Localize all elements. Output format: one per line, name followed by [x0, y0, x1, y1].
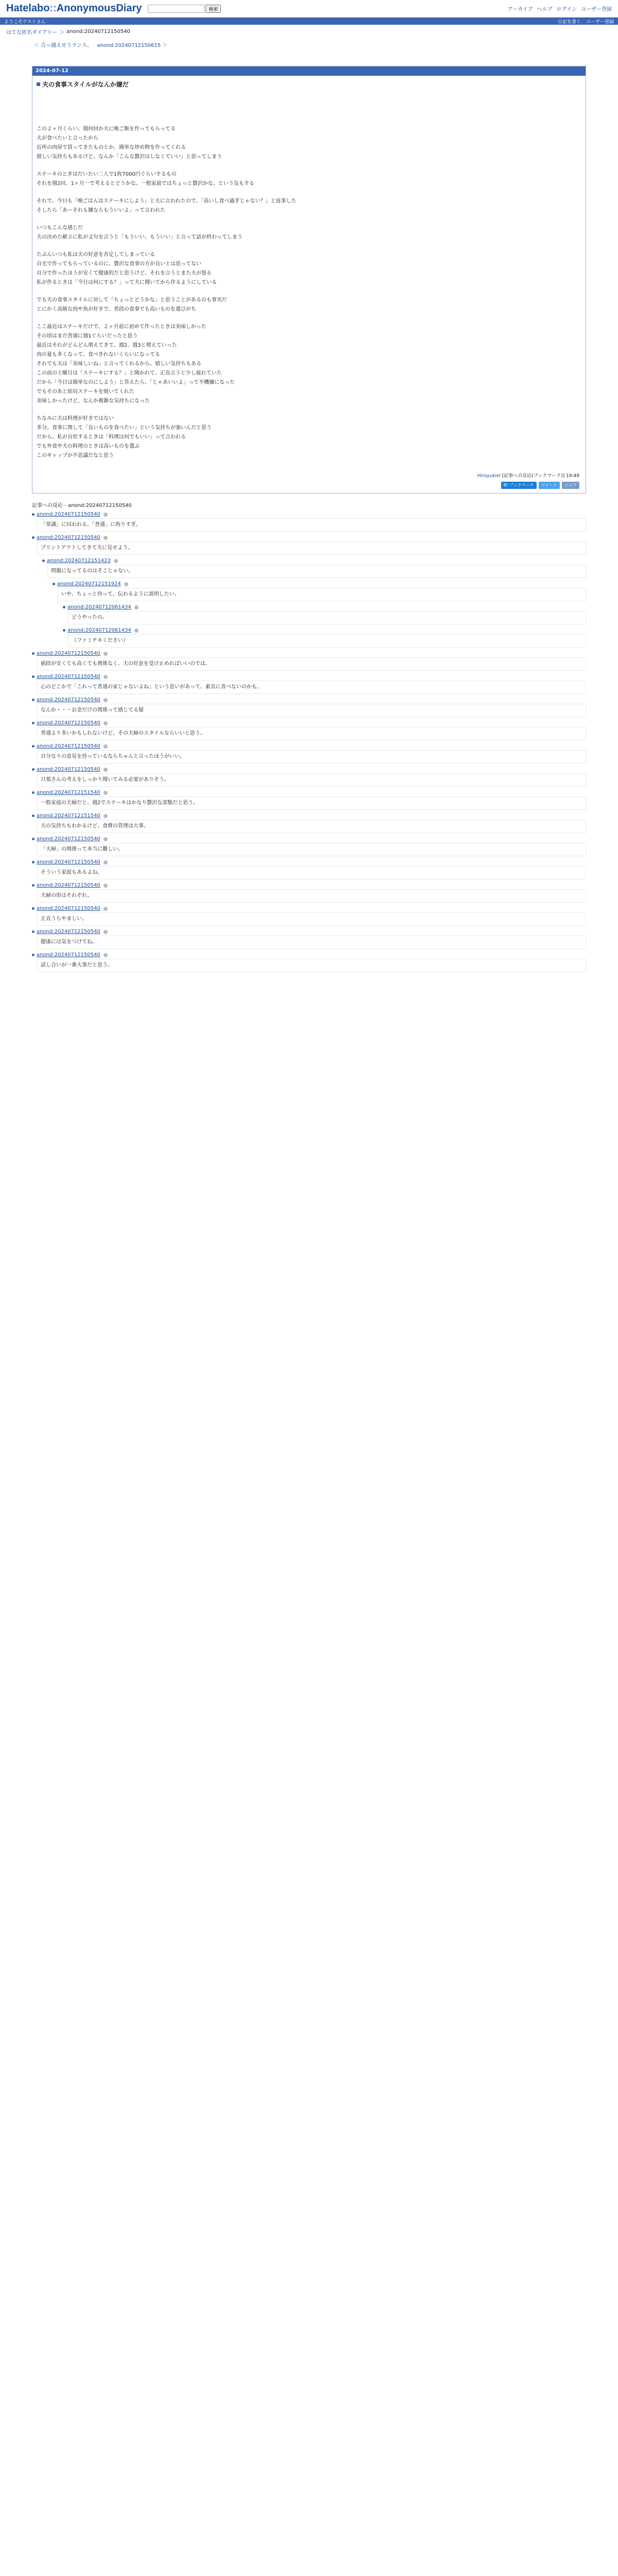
reaction-link[interactable]: anond:20240712150540 [37, 651, 100, 656]
entry-line: とにかく高級な肉や魚が好きで、普段の食事でも高いものを選びがち [37, 307, 196, 312]
reaction-item [32, 651, 586, 671]
reaction-header [32, 859, 586, 865]
entry-line: この２ヶ月くらい、週何回か夫に晩ご飯を作ってもらってる [37, 126, 176, 132]
reaction-text: 夫婦の形はそれぞれ。 [37, 889, 586, 903]
bullet-icon [32, 815, 35, 817]
reaction-header [32, 743, 586, 749]
reaction-link[interactable]: anond:20240712150540 [37, 697, 100, 703]
entry-paragraph [37, 250, 581, 287]
login-link[interactable]: ログイン [556, 7, 577, 12]
reaction-header [32, 952, 586, 958]
bullet-icon [32, 722, 35, 724]
breadcrumb-separator: ＞ [59, 30, 65, 36]
reaction-link[interactable]: anond:20240712151423 [47, 558, 111, 564]
entry-paragraph [37, 224, 581, 242]
reaction-item [63, 604, 586, 624]
reaction-header [32, 674, 586, 680]
reaction-link[interactable]: anond:20240712150540 [37, 859, 100, 865]
reactions-heading: 記事への反応 - anond:20240712150540 [32, 503, 132, 509]
entry-line: 多分、食事に関して「良いものを食べたい」という気持ちが強いんだと思う [37, 425, 212, 431]
reaction-text: 話し合いが一番大事だと思う。 [37, 959, 586, 972]
reaction-link[interactable]: anond:20240712150540 [37, 952, 100, 958]
reaction-link[interactable]: anond:20240712150540 [37, 743, 100, 749]
reaction-link[interactable]: anond:20240712150540 [37, 674, 100, 680]
bullet-icon [32, 675, 35, 678]
reply-arrow-icon[interactable] [104, 930, 108, 934]
entry-line: だから、私が自炊するときは「料理は何でもいい」って言われる [37, 434, 186, 440]
help-link[interactable]: ヘルプ [537, 7, 553, 12]
entry-date: 2024-07-12 [32, 66, 586, 76]
reaction-link[interactable]: anond:20240712061434 [67, 628, 131, 633]
entry-paragraph [37, 323, 581, 406]
reaction-link[interactable]: anond:20240712151540 [37, 813, 100, 819]
bookmark-share-button[interactable]: B! ブックマーク [501, 482, 537, 489]
breadcrumb-home[interactable]: はてな匿名ダイアリー [6, 30, 58, 36]
reaction-item [63, 628, 586, 648]
reaction-header [32, 836, 586, 842]
prev-next-nav [0, 39, 618, 50]
reaction-text: 一般家庭の夫婦だと、週2でステーキはかなり贅沢な部類だと思う。 [37, 796, 586, 810]
welcome-text: ようこそゲストさん [4, 19, 46, 25]
reaction-header [32, 535, 586, 540]
entry-line: 私が作るときは「今日は何にする？」って夫に聞いてから作るようにしている [37, 280, 217, 285]
reply-arrow-icon[interactable] [104, 675, 108, 679]
reaction-header [53, 581, 586, 587]
entry-line: それを週2回、1ヶ月一で考えるとどうかな、一般家庭ではちょっと贅沢かな、という気もする [37, 181, 254, 187]
reaction-text: 健康には気をつけてね。 [37, 936, 586, 949]
reaction-link[interactable]: anond:20240712061434 [67, 604, 131, 610]
reaction-header [32, 767, 586, 772]
reaction-header [32, 929, 586, 935]
reaction-header [32, 720, 586, 726]
top-links [508, 5, 612, 12]
reaction-text: そういう家庭もあるよね。 [37, 866, 586, 879]
reaction-link[interactable]: anond:20240712150540 [37, 535, 100, 540]
reaction-header [32, 883, 586, 888]
entry-line: 近所の肉屋で買ってきたものとか、簡単な炒め物を作ってくれる [37, 145, 186, 150]
bullet-icon [32, 536, 35, 539]
user-bar [0, 18, 618, 25]
entry-title[interactable] [37, 80, 581, 89]
reaction-link[interactable]: anond:20240712151540 [37, 790, 100, 795]
reaction-link[interactable]: anond:20240712150540 [37, 512, 100, 517]
register-link[interactable]: ユーザー登録 [581, 7, 612, 12]
entry-line: その頃はまだ普通に週1ぐらいだったと思う [37, 333, 138, 339]
reaction-header [32, 813, 586, 819]
reaction-text: 夫の気持ちもわかるけど、食費の管理は大事。 [37, 820, 586, 833]
reaction-link[interactable]: anond:20240712150540 [37, 720, 100, 726]
bullet-icon [63, 629, 65, 632]
search-box [148, 5, 221, 13]
entry-line: 肉の量も多くなって、食べきれないくらいになってる [37, 352, 160, 358]
reaction-link[interactable]: anond:20240712150540 [37, 883, 100, 888]
reaction-text: なんか・・・お金だけの関係って感じてる疑 [37, 704, 586, 717]
bullet-icon [63, 606, 65, 608]
reply-arrow-icon[interactable] [104, 814, 108, 818]
entry-line: このギャップが不思議だなと思う [37, 453, 114, 459]
reaction-item [32, 790, 586, 810]
reply-arrow-icon[interactable] [104, 744, 108, 749]
reply-arrow-icon[interactable] [104, 721, 108, 725]
reaction-item [32, 720, 586, 740]
entry-paragraph [37, 197, 581, 215]
bullet-icon [32, 930, 35, 933]
reply-arrow-icon[interactable] [104, 953, 108, 957]
reaction-text: 正直うらやましい。 [37, 912, 586, 926]
entry-paragraph [37, 296, 581, 314]
site-logo[interactable] [6, 3, 142, 14]
reaction-text: プリントアウトしてきて夫に見せよう。 [37, 541, 586, 555]
reaction-header [32, 651, 586, 656]
entry-line: だから「今日は簡単なのにしよう」と答えたら、「じゃあいいよ」って不機嫌になった [37, 380, 235, 385]
bullet-icon [32, 884, 35, 887]
share-bar [37, 480, 581, 491]
reaction-text: いや、ちょっと待って。伝わるように説明したい。 [58, 588, 586, 601]
reaction-item [32, 767, 586, 787]
reaction-header [32, 790, 586, 795]
entry-line: いつもこんな感じだ [37, 225, 83, 231]
reaction-text: 「常識」に囚われる。「普通」に拘りすぎ。 [37, 518, 586, 532]
bullet-icon [32, 861, 35, 863]
entry-paragraph [37, 414, 581, 461]
reaction-link[interactable]: anond:20240712150540 [37, 929, 100, 935]
entry-line: この前の土曜日は「ステーキにする？」と聞かれて、正直言うと少し疲れていた [37, 370, 222, 376]
reaction-text: 問題になってるのはそこじゃない。 [47, 565, 586, 578]
reply-arrow-icon[interactable] [134, 605, 139, 609]
entry-line: 夫の決めた献立に私が文句を言うと「もういい、もういい」と言って話が終わってしまう [37, 234, 243, 240]
reaction-item [32, 836, 586, 856]
reply-arrow-icon[interactable] [104, 652, 108, 656]
search-input[interactable] [148, 5, 204, 13]
logo-separator: :: [49, 3, 57, 14]
reaction-text: 自分なりの意見を持っているならちゃんと言ったほうがいい。 [37, 750, 586, 764]
entry-body [37, 125, 581, 461]
breadcrumb-current: anond:20240712150540 [66, 29, 130, 35]
next-entry-link[interactable]: anond:20240712150615 ＞ [97, 43, 168, 48]
entry-line: ここ最近はステーキだけで、２ヶ月前に初めて作ったときは美味しかった [37, 324, 207, 330]
entry-title-text: 夫の食事スタイルがなんか嫌だ [42, 81, 129, 88]
reply-arrow-icon[interactable] [134, 629, 139, 633]
entry-line: それでも夫は「美味しいね」と言ってくれるから、嬉しい気持ちもある [37, 361, 201, 367]
reaction-item [32, 512, 586, 532]
tweet-share-button[interactable]: ツイート [539, 482, 560, 489]
reactions-list [0, 512, 618, 972]
reply-arrow-icon[interactable] [104, 837, 108, 841]
reply-arrow-icon[interactable] [104, 860, 108, 865]
reaction-header [63, 604, 586, 610]
reaction-header [32, 906, 586, 911]
reaction-link[interactable]: anond:20240712150540 [37, 906, 100, 911]
bullet-icon [32, 954, 35, 956]
bullet-icon [32, 907, 35, 910]
generic-share-button[interactable]: シェア [562, 482, 579, 489]
reaction-item [32, 743, 586, 764]
reaction-item [32, 813, 586, 833]
reaction-text: どうやったの。 [68, 611, 586, 624]
signature-text: [記事への反応(ブックマーク)] 19:49 [502, 473, 579, 479]
reaction-item [32, 859, 586, 879]
reaction-item [53, 581, 586, 601]
reaction-item [32, 697, 586, 717]
diary-entry [32, 66, 586, 494]
prev-entry-link[interactable]: ＜ 合っ越えせうランス。 [34, 43, 93, 48]
bullet-icon [32, 791, 35, 794]
entry-line: 自宅で作ってもらっているのに、贅沢な食事の方が良いとは思ってない [37, 261, 201, 267]
bullet-icon [32, 652, 35, 655]
bullet-icon [32, 699, 35, 701]
reply-arrow-icon[interactable] [104, 884, 108, 888]
square-bullet-icon [37, 82, 40, 86]
entry-line: 嬉しい気持ちもあるけど、なんか「こんな贅沢はしなくていい」と思ってしまう [37, 154, 222, 160]
reaction-link[interactable]: anond:20240712151924 [57, 581, 121, 587]
reaction-item [32, 906, 586, 926]
reaction-item [42, 558, 586, 578]
reaction-header [32, 512, 586, 517]
reaction-link[interactable]: anond:20240712150540 [37, 836, 100, 842]
entry-line: でも外食や夫の料理のときは高いものを選ぶ [37, 444, 140, 449]
bullet-icon [32, 768, 35, 771]
bullet-icon [32, 838, 35, 840]
reaction-text: （ファミチキください） [68, 634, 586, 648]
reaction-text: 普通より多いかもしれないけど、その夫婦のスタイルならいいと思う。 [37, 727, 586, 740]
reaction-text: 心のどこかで「これって普通の家じゃないよね」という思いがあって、素直に喜べないのかも。 [37, 681, 586, 694]
user-register-link[interactable]: ユーザー登録 [586, 19, 614, 25]
signature-user[interactable]: Hiroyukiel [477, 473, 501, 479]
bullet-icon [42, 560, 45, 562]
reaction-item [32, 674, 586, 694]
entry-line: たぶんいつも私は夫の好意を否定してしまっている [37, 252, 155, 258]
reaction-text: 値段が安くても高くても関係なく、夫の好意を受け止めればいいのでは。 [37, 657, 586, 671]
entry-line: でもそのあと結局ステーキを焼いてくれた [37, 389, 134, 395]
reaction-header [32, 697, 586, 703]
bullet-icon [53, 583, 55, 585]
entry-signature [37, 469, 581, 480]
reaction-link[interactable]: anond:20240712150540 [37, 767, 100, 772]
bullet-icon [32, 513, 35, 516]
reply-arrow-icon[interactable] [104, 513, 108, 517]
reaction-header [42, 558, 586, 564]
entry-line: ステーキのときはだいたい二人で1枚7000円ぐらいするもの [37, 172, 177, 177]
reply-arrow-icon[interactable] [104, 536, 108, 540]
top-bar [0, 0, 618, 18]
reaction-text: 「夫婦」の関係って本当に難しい。 [37, 843, 586, 856]
reply-arrow-icon[interactable] [104, 907, 108, 911]
reply-arrow-icon[interactable] [104, 768, 108, 772]
entry-line: でも夫の食事スタイルに対して「ちょっとどうかな」と思うことがあるのも事実だ [37, 297, 227, 303]
entry-line: それで、今日も「晩ごはんはステーキにしよう」と夫に言われたので、「高いし食べ過ぎじゃない？」と返事した [37, 198, 297, 204]
entry-line: 自分で作ったほうが安くて健康的だと思うけど、それを言うとまた夫が怒る [37, 270, 212, 276]
search-button[interactable]: 検索 [205, 5, 221, 13]
entry-line: そしたら「あーそれも嫌ならもういいよ」って言われた [37, 208, 165, 213]
reply-arrow-icon[interactable] [124, 582, 128, 586]
write-diary-link[interactable]: 日記を書く [557, 19, 581, 25]
reaction-item [32, 929, 586, 949]
reaction-item [32, 952, 586, 972]
entry-paragraph [37, 170, 581, 189]
reaction-item [32, 535, 586, 555]
entry-line: 美味しかったけど、なんか複雑な気持ちになった [37, 398, 150, 404]
reply-arrow-icon[interactable] [104, 698, 108, 702]
reaction-header [63, 628, 586, 633]
breadcrumb [0, 25, 618, 39]
reaction-text: 旦那さんの考えをしっかり聞いてみる必要がありそう。 [37, 773, 586, 787]
logo-sub: AnonymousDiary [56, 3, 142, 14]
reaction-item [32, 883, 586, 903]
entry-paragraph [37, 125, 581, 162]
bullet-icon [32, 745, 35, 748]
entry-line: ちなみに夫は料理が好きではない [37, 416, 114, 421]
reply-arrow-icon[interactable] [104, 791, 108, 795]
entry-line: 夫が食べたいと言ったから [37, 135, 98, 141]
entry-line: 最近はそれがどんどん増えてきて、週2、週3と増えていった [37, 343, 177, 348]
logo-main: Hatelabo [6, 3, 50, 14]
archive-link[interactable]: アーカイブ [507, 7, 533, 12]
reply-arrow-icon[interactable] [114, 559, 118, 563]
